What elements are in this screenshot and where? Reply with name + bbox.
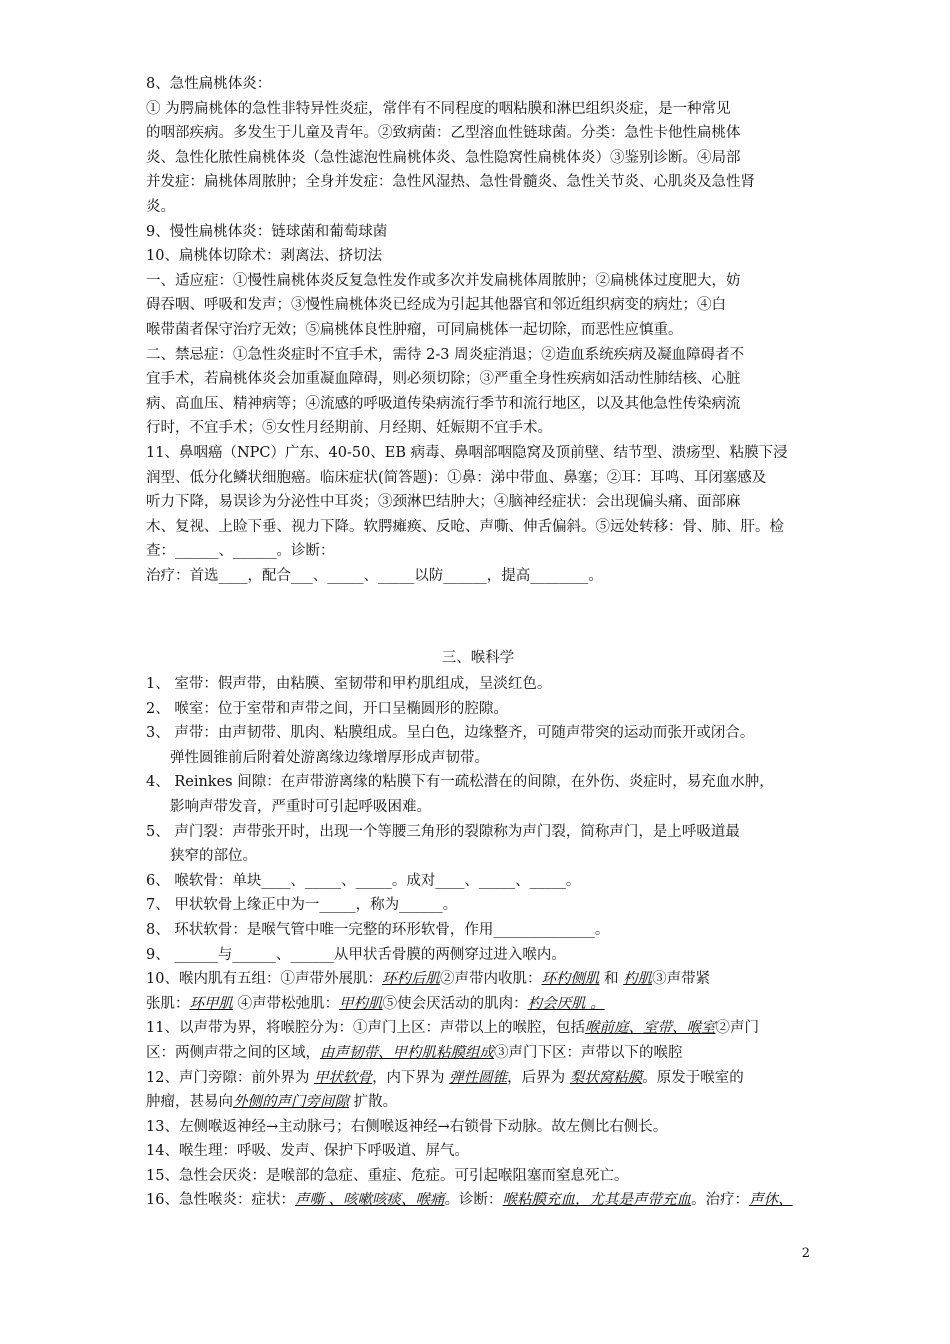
larynx-item-cont: 影响声带发音，严重时可引起呼吸困难。 [170, 798, 431, 815]
handwritten-answer: 杓会厌肌 。 [527, 995, 605, 1012]
section-10-title: 10、扁桃体切除术：剥离法、挤切法 [146, 248, 382, 265]
section-11-treatment-line: 治疗：首选____，配合___、_____、_____以防______，提高________。 [146, 567, 603, 584]
larynx-item-14: 14、喉生理：呼吸、发声、保护下呼吸道、屏气。 [146, 1143, 469, 1160]
section-11-line: 润型、低分化鳞状细胞癌。临床症状(简答题)：①鼻：涕中带血、鼻塞；②耳：耳鸣、耳闭塞感及 [146, 469, 767, 486]
contraindications-line: 行时，不宜手术；⑤女性月经期前、月经期、妊娠期不宜手术。 [146, 420, 552, 437]
handwritten-answer: 梨状窝粘膜 [569, 1069, 643, 1086]
larynx-item: 8、 环状软骨：是喉气管中唯一完整的环形软骨，作用______________。 [146, 921, 610, 938]
larynx-item: 5、 声门裂：声带张开时，出现一个等腰三角形的裂隙称为声门裂，简称声门，是上呼吸道最 [146, 823, 740, 840]
larynx-item: 4、 Reinkes 间隙：在声带游离缘的粘膜下有一疏松潜在的间隙，在外伤、炎症时，易充血水肿， [146, 774, 774, 791]
handwritten-answer: 由声韧带、甲杓肌粘膜组成 [320, 1044, 494, 1061]
page-number: 2 [801, 1246, 810, 1261]
section-8-title: 8、急性扁桃体炎： [146, 76, 272, 92]
section-8-line: 炎。 [146, 198, 175, 215]
larynx-item: 7、 甲状软骨上缘正中为一_____，称为______。 [146, 897, 458, 914]
contraindications-line: 二、禁忌症：①急性炎症时不宜手术，需待 2-3 周炎症消退；②造血系统疾病及凝血障碍者不 [146, 346, 745, 363]
larynx-item: 1、 室带：假声带，由粘膜、室韧带和甲杓肌组成，呈淡红色。 [146, 676, 552, 692]
larynx-item: 6、 喉软骨：单块____、_____、_____。成对____、_____、_____。 [146, 872, 581, 889]
handwritten-answer: 甲状软骨 [314, 1069, 373, 1086]
handwritten-answer: 喉粘膜充血，尤其是声带充血 [502, 1192, 692, 1209]
larynx-item-10: 10、喉内肌有五组：①声带外展肌：环杓后肌②声带内收肌：环杓侧肌 和 杓肌③声带紧 [146, 971, 711, 988]
larynx-item-12-cont: 肿瘤，甚易向外侧的声门旁间隙 扩散。 [146, 1094, 398, 1111]
larynx-item-13: 13、左侧喉返神经→主动脉弓；右侧喉返神经→右锁骨下动脉。故左侧比右侧长。 [146, 1118, 668, 1135]
section-8 [146, 72, 810, 588]
handwritten-answer: 弹性圆锥 [449, 1069, 508, 1086]
section-11-line: 木、复视、上睑下垂、视力下降。软腭瘫痪、反呛、声嘶、伸舌偏斜。⑤远处转移：骨、肺、肝。检 [146, 518, 784, 535]
section-11-check-line: 查：______、______。诊断： [146, 543, 335, 560]
section-8-line: 并发症：扁桃体周脓肿；全身并发症：急性风湿热、急性骨髓炎、急性关节炎、心肌炎及急性肾 [146, 174, 755, 191]
indications-line: 一、适应症：①慢性扁桃体炎反复急性发作或多次并发扁桃体周脓肿；②扁桃体过度肥大，妨 [146, 272, 741, 289]
section-8-line: ① 为腭扁桃体的急性非特异性炎症，常伴有不同程度的咽粘膜和淋巴组织炎症，是一种常见 [146, 100, 731, 117]
larynx-item: 2、 喉室：位于室带和声带之间，开口呈椭圆形的腔隙。 [146, 700, 508, 717]
contraindications-line: 病、高血压、精神病等；④流感的呼吸道传染病流行季节和流行地区，以及其他急性传染病流 [146, 395, 741, 412]
larynx-item-cont: 弹性圆锥前后附着处游离缘边缘增厚形成声韧带。 [170, 749, 489, 766]
larynx-item-11-cont: 区：两侧声带之间的区域，由声韧带、甲杓肌粘膜组成③声门下区：声带以下的喉腔 [146, 1044, 683, 1061]
handwritten-answer: 环甲肌 [189, 995, 233, 1012]
handwritten-answer: 甲杓肌 [339, 995, 383, 1012]
section-9: 9、慢性扁桃体炎：链球菌和葡萄球菌 [146, 223, 388, 240]
larynx-item-12: 12、声门旁隙：前外界为 甲状软骨，内下界为 弹性圆锥，后界为 梨状窝粘膜。原发于喉室的 [146, 1069, 744, 1086]
indications-line: 喉带菌者保守治疗无效；⑤扁桃体良性肿瘤，可同扁桃体一起切除，而恶性应慎重。 [146, 321, 683, 338]
section-8-line: 炎、急性化脓性扁桃体炎（急性滤泡性扁桃体炎、急性隐窝性扁桃体炎）③鉴别诊断。④局部 [146, 149, 741, 166]
section-heading: 三、喉科学 [441, 650, 515, 666]
handwritten-answer: 环杓后肌 [381, 971, 440, 988]
larynx-item: 3、 声带：由声韧带、肌肉、粘膜组成。呈白色，边缘整齐，可随声带突的运动而张开或闭合。 [146, 725, 755, 742]
handwritten-answer: 外侧的声门旁间隙 [233, 1094, 349, 1111]
larynx-item-16: 16、急性喉炎：症状：声嘶 、咳嗽咳痰、喉痛。诊断：喉粘膜充血，尤其是声带充血。治疗：声休、 [146, 1192, 793, 1209]
handwritten-answer: 喉前庭、室带、喉室 [584, 1020, 716, 1037]
handwritten-answer: 声嘶 、咳嗽咳痰、喉痛 [294, 1192, 445, 1209]
section-11-line: 听力下降，易误诊为分泌性中耳炎；③颈淋巴结肿大；④脑神经症状：会出现偏头痛、面部麻 [146, 494, 741, 511]
handwritten-answer: 杓肌 [623, 971, 653, 988]
section-8-line: 的咽部疾病。多发生于儿童及青年。②致病菌：乙型溶血性链球菌。分类：急性卡他性扁桃体 [146, 125, 741, 142]
larynx-item: 9、 ______与______、______从甲状舌骨膜的两侧穿过进入喉内。 [146, 946, 566, 963]
larynx-item-cont: 狭窄的部位。 [170, 848, 257, 865]
handwritten-answer: 环杓侧肌 [541, 971, 600, 988]
larynx-item-11: 11、以声带为界，将喉腔分为：①声门上区：声带以上的喉腔，包括喉前庭、室带、喉室②声门 [146, 1020, 759, 1037]
handwritten-answer: 声休、 [749, 1192, 793, 1209]
larynx-item-10-cont: 张肌：环甲肌 ④声带松弛肌：甲杓肌⑤使会厌活动的肌肉：杓会厌肌 。 [146, 995, 605, 1012]
larynx-section [146, 672, 810, 1213]
indications-line: 碍吞咽、呼吸和发声；③慢性扁桃体炎已经成为引起其他器官和邻近组织病变的病灶；④白 [146, 297, 726, 314]
contraindications-line: 宜手术，若扁桃体炎会加重凝血障碍，则必须切除；③严重全身性疾病如活动性肺结核、心脏 [146, 371, 741, 388]
section-11-line: 11、鼻咽癌（NPC）广东、40-50、EB 病毒、鼻咽部咽隐窝及顶前壁、结节型、溃疡型、粘膜下浸 [146, 444, 788, 461]
larynx-item-15: 15、急性会厌炎：是喉部的急症、重症、危症。可引起喉阻塞而窒息死亡。 [146, 1167, 629, 1184]
